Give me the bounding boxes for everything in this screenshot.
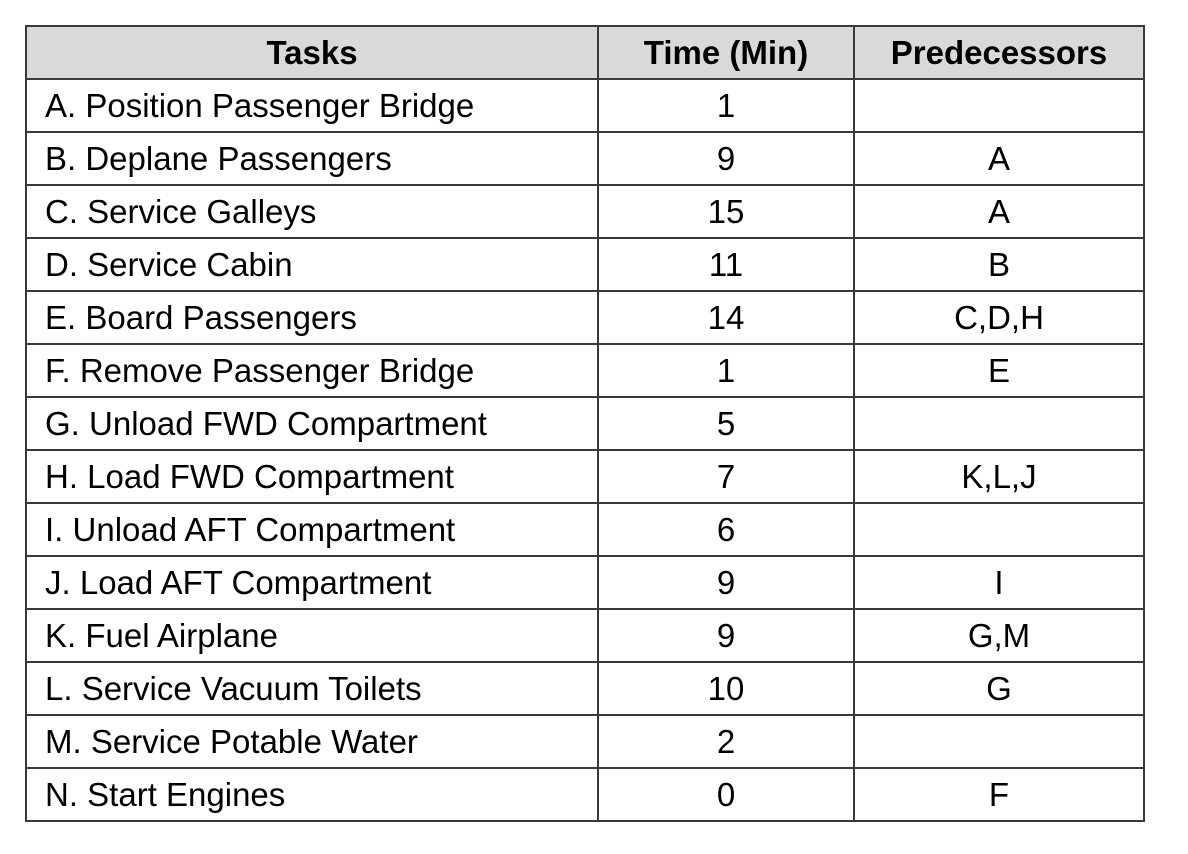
predecessors-cell: A	[854, 185, 1144, 238]
table-row	[26, 609, 1144, 662]
predecessors-cell: A	[854, 132, 1144, 185]
table-row	[26, 344, 1144, 397]
time-cell: 15	[598, 185, 854, 238]
task-cell: B. Deplane Passengers	[26, 132, 598, 185]
predecessors-cell: G	[854, 662, 1144, 715]
time-cell: 0	[598, 768, 854, 821]
predecessors-cell: F	[854, 768, 1144, 821]
task-cell: E. Board Passengers	[26, 291, 598, 344]
time-cell: 9	[598, 556, 854, 609]
predecessors-cell	[854, 397, 1144, 450]
predecessors-cell	[854, 503, 1144, 556]
task-cell: G. Unload FWD Compartment	[26, 397, 598, 450]
time-cell: 6	[598, 503, 854, 556]
table-row	[26, 132, 1144, 185]
task-cell: M. Service Potable Water	[26, 715, 598, 768]
predecessors-cell: E	[854, 344, 1144, 397]
predecessors-cell	[854, 79, 1144, 132]
table-row	[26, 291, 1144, 344]
predecessors-cell: G,M	[854, 609, 1144, 662]
task-cell: F. Remove Passenger Bridge	[26, 344, 598, 397]
task-table	[25, 25, 1145, 822]
header-predecessors: Predecessors	[854, 26, 1144, 79]
table-row	[26, 715, 1144, 768]
time-cell: 5	[598, 397, 854, 450]
time-cell: 1	[598, 79, 854, 132]
time-cell: 11	[598, 238, 854, 291]
table-row	[26, 768, 1144, 821]
time-cell: 2	[598, 715, 854, 768]
task-cell: A. Position Passenger Bridge	[26, 79, 598, 132]
time-cell: 1	[598, 344, 854, 397]
table-row	[26, 450, 1144, 503]
task-cell: L. Service Vacuum Toilets	[26, 662, 598, 715]
time-cell: 7	[598, 450, 854, 503]
table-row	[26, 79, 1144, 132]
task-cell: C. Service Galleys	[26, 185, 598, 238]
task-cell: H. Load FWD Compartment	[26, 450, 598, 503]
task-cell: J. Load AFT Compartment	[26, 556, 598, 609]
table-row	[26, 556, 1144, 609]
task-table-container	[25, 25, 1145, 822]
predecessors-cell: C,D,H	[854, 291, 1144, 344]
predecessors-cell	[854, 715, 1144, 768]
predecessors-cell: K,L,J	[854, 450, 1144, 503]
header-row	[26, 26, 1144, 79]
time-cell: 9	[598, 132, 854, 185]
table-row	[26, 397, 1144, 450]
task-cell: I. Unload AFT Compartment	[26, 503, 598, 556]
predecessors-cell: B	[854, 238, 1144, 291]
table-row	[26, 185, 1144, 238]
table-row	[26, 662, 1144, 715]
task-cell: K. Fuel Airplane	[26, 609, 598, 662]
header-time: Time (Min)	[598, 26, 854, 79]
task-cell: N. Start Engines	[26, 768, 598, 821]
time-cell: 10	[598, 662, 854, 715]
task-cell: D. Service Cabin	[26, 238, 598, 291]
header-tasks: Tasks	[26, 26, 598, 79]
table-row	[26, 238, 1144, 291]
time-cell: 9	[598, 609, 854, 662]
predecessors-cell: I	[854, 556, 1144, 609]
time-cell: 14	[598, 291, 854, 344]
table-row	[26, 503, 1144, 556]
